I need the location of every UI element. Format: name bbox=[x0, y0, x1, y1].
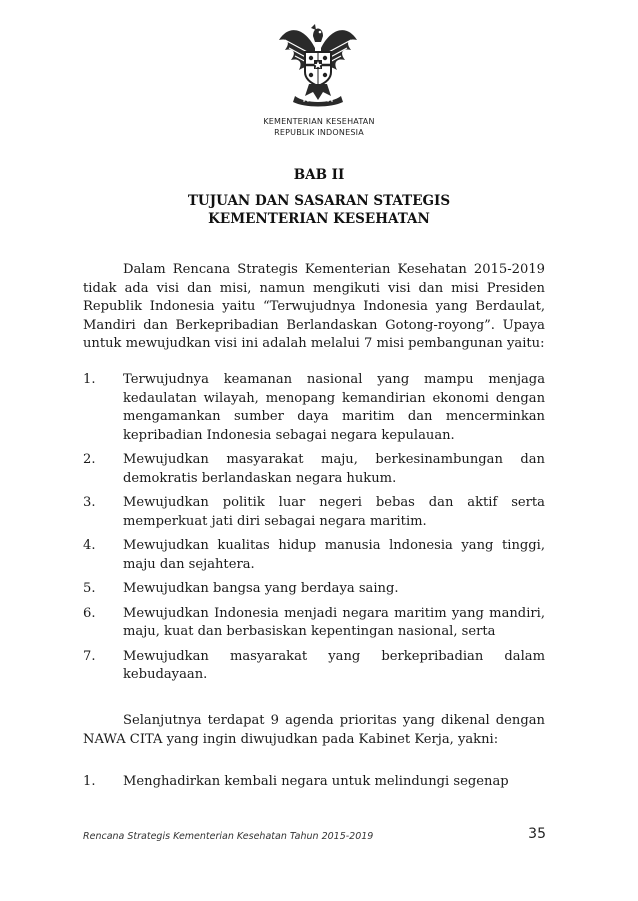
list-item-text: Mewujudkan masyarakat maju, berkesinambungan dan demokratis berlandaskan negara hukum. bbox=[123, 452, 545, 486]
list-item bbox=[83, 580, 545, 599]
chapter-title-line-1: TUJUAN DAN SASARAN STATEGIS bbox=[187, 193, 451, 209]
intro-paragraph: Dalam Rencana Strategis Kementerian Kesehatan 2015-2019 tidak ada visi dan misi, namun mengikuti visi dan misi Presiden Republik Indonesia yaitu “Terwujudnya Indonesia yang Berdaulat, Mandiri dan Berkepribadian Berlandaskan Gotong-royong”. Upaya untuk mewujudkan visi ini adalah melalui 7 misi pembangunan yaitu: bbox=[83, 262, 545, 351]
list-item-text: Mewujudkan politik luar negeri bebas dan aktif serta memperkuat jati diri sebagai negara maritim. bbox=[123, 495, 545, 529]
list-item bbox=[83, 451, 545, 488]
second-paragraph: Selanjutnya terdapat 9 agenda prioritas yang dikenal dengan NAWA CITA yang ingin diwujudkan pada Kabinet Kerja, yakni: bbox=[83, 713, 545, 747]
chapter-title-line-2: KEMENTERIAN KESEHATAN bbox=[208, 211, 430, 227]
list-item-text: Mewujudkan bangsa yang berdaya saing. bbox=[123, 581, 399, 596]
list-item-text: Menghadirkan kembali negara untuk melindungi segenap bbox=[123, 774, 509, 789]
footer-running-title: Rencana Strategis Kementerian Kesehatan Tahun 2015-2019 bbox=[83, 831, 374, 842]
list-item-number: 4. bbox=[83, 538, 96, 553]
list-item bbox=[83, 494, 545, 531]
list-item-number: 5. bbox=[83, 581, 96, 596]
list-item bbox=[83, 605, 545, 642]
mission-list bbox=[83, 371, 545, 691]
list-item-number: 6. bbox=[83, 605, 96, 621]
list-item-number: 7. bbox=[83, 648, 96, 664]
list-item-text: Mewujudkan kualitas hidup manusia lndonesia yang tinggi, maju dan sejahtera. bbox=[123, 538, 545, 572]
garuda-emblem-icon bbox=[275, 18, 361, 108]
page-number: 35 bbox=[528, 826, 546, 842]
list-item-text: Mewujudkan masyarakat yang berkepribadian dalam kebudayaan. bbox=[123, 648, 545, 682]
list-item-number: 1. bbox=[83, 372, 96, 387]
list-item-number: 2. bbox=[83, 452, 96, 467]
list-item bbox=[83, 773, 545, 792]
list-item bbox=[83, 537, 545, 574]
intro-paragraph-block bbox=[83, 261, 545, 354]
list-item-text: Terwujudnya keamanan nasional yang mampu menjaga kedaulatan wilayah, menopang kemandirian ekonomi dengan mengamankan sumber daya maritim dan mencerminkan kepribadian Indonesia sebagai negara kepulauan. bbox=[123, 372, 545, 443]
chapter-label: BAB II bbox=[293, 167, 345, 183]
institution-line-2: REPUBLIK INDONESIA bbox=[274, 128, 364, 137]
institution-line-1: KEMENTERIAN KESEHATAN bbox=[263, 117, 375, 126]
list-item-text: Mewujudkan Indonesia menjadi negara maritim yang mandiri, maju, kuat dan berbasiskan kepentingan nasional, serta bbox=[123, 605, 545, 639]
second-paragraph-block bbox=[83, 712, 545, 749]
list-item bbox=[83, 371, 545, 445]
list-item bbox=[83, 648, 545, 685]
list-item-number: 1. bbox=[83, 774, 96, 789]
list-item-number: 3. bbox=[83, 495, 96, 510]
agenda-list bbox=[83, 773, 545, 798]
